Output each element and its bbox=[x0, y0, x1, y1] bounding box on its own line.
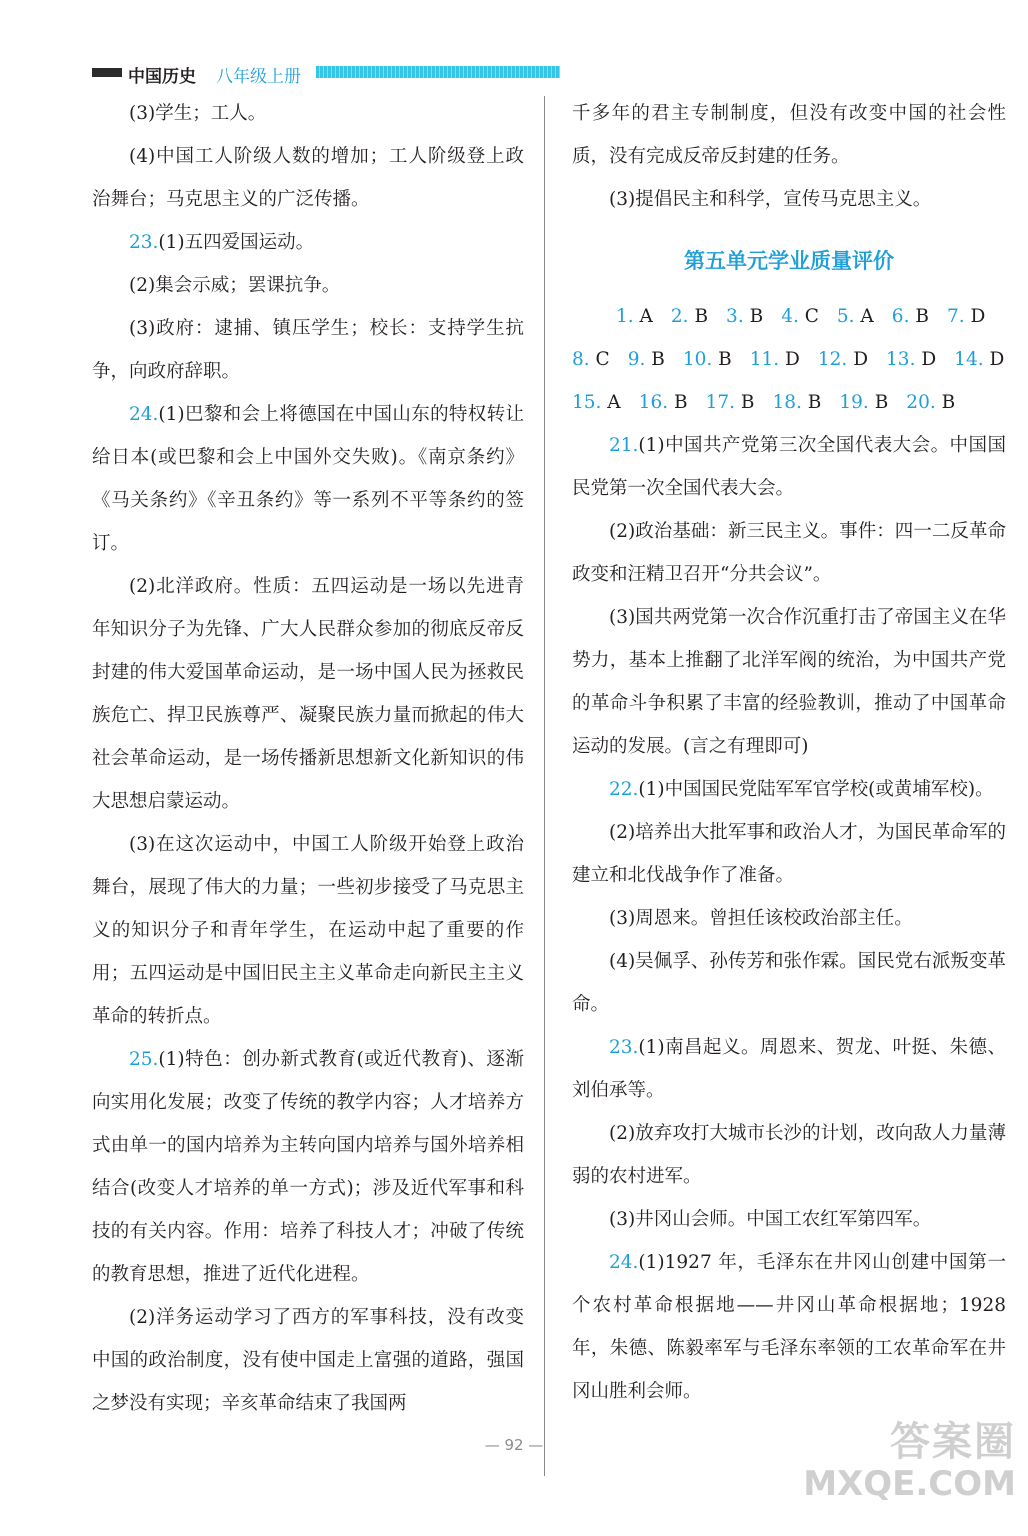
answer-text: (4)中国工人阶级人数的增加；工人阶级登上政治舞台；马克思主义的广泛传播。 bbox=[92, 146, 524, 210]
answer-text: (4)吴佩孚、孙传芳和张作霖。国民党右派叛变革命。 bbox=[572, 951, 1006, 1015]
question-number: 25. bbox=[129, 1049, 159, 1070]
mcq-choice: B bbox=[735, 392, 755, 413]
column-divider bbox=[544, 96, 545, 1476]
answer-paragraph bbox=[572, 424, 1006, 510]
mcq-answer bbox=[750, 338, 800, 381]
left-column bbox=[92, 92, 524, 1425]
header-bar-decoration bbox=[92, 68, 122, 77]
answer-text: (3)井冈山会师。中国工农红军第四军。 bbox=[609, 1209, 932, 1230]
answer-text: (2)北洋政府。性质：五四运动是一场以先进青年知识分子为先锋、广大人民群众参加的彻底反帝反封建的伟大爱国革命运动，是一场中国人民为拯救民族危亡、捍卫民族尊严、凝聚民族力量而掀起的伟大社会革命运动，是一场传播新思想新文化新知识的伟大思想启蒙运动。 bbox=[92, 576, 524, 812]
mcq-question-number: 15. bbox=[572, 392, 602, 413]
mcq-answer bbox=[837, 295, 874, 338]
mcq-question-number: 1. bbox=[616, 306, 634, 327]
question-number: 23. bbox=[129, 232, 159, 253]
right-column bbox=[572, 92, 1006, 1413]
question-number: 23. bbox=[609, 1037, 639, 1058]
mcq-choice: D bbox=[915, 349, 937, 370]
mcq-question-number: 2. bbox=[670, 306, 689, 327]
answer-text: 千多年的君主专制制度，但没有改变中国的社会性质，没有完成反帝反封建的任务。 bbox=[572, 103, 1006, 167]
mcq-choice: B bbox=[909, 306, 929, 327]
multiple-choice-answers bbox=[572, 295, 1006, 424]
header-grade: 八年级上册 bbox=[216, 67, 301, 87]
mcq-question-number: 12. bbox=[817, 349, 848, 370]
mcq-answer bbox=[628, 338, 665, 381]
mcq-question-number: 19. bbox=[839, 392, 869, 413]
answer-text: (1)1927 年，毛泽东在井冈山创建中国第一个农村革命根据地——井冈山革命根据地；1928 年，朱德、陈毅率军与毛泽东率领的工农革命军在井冈山胜利会师。 bbox=[572, 1252, 1006, 1402]
mcq-choice: D bbox=[779, 349, 800, 370]
mcq-answer bbox=[572, 381, 621, 424]
answer-paragraph bbox=[572, 768, 1006, 811]
mcq-question-number: 3. bbox=[726, 306, 744, 327]
mcq-answer bbox=[726, 295, 763, 338]
mcq-choice: B bbox=[688, 306, 709, 327]
mcq-question-number: 20. bbox=[906, 392, 936, 413]
answer-text: (3)周恩来。曾担任该校政治部主任。 bbox=[609, 908, 913, 929]
answer-paragraph bbox=[572, 811, 1006, 897]
question-number: 24. bbox=[129, 404, 159, 425]
mcq-choice: D bbox=[964, 306, 986, 327]
mcq-choice: B bbox=[801, 392, 822, 413]
answer-paragraph bbox=[572, 940, 1006, 1026]
mcq-answer bbox=[839, 381, 888, 424]
mcq-answer bbox=[954, 338, 1004, 381]
mcq-choice: A bbox=[854, 306, 874, 327]
mcq-choice: A bbox=[633, 306, 653, 327]
answer-paragraph bbox=[92, 565, 524, 823]
header-subject: 中国历史 bbox=[128, 67, 196, 87]
answer-paragraph bbox=[92, 264, 524, 307]
header-stripe-decoration bbox=[316, 66, 560, 78]
answer-paragraph bbox=[92, 1296, 524, 1425]
answer-paragraph bbox=[92, 135, 524, 221]
answer-text: (1)中国国民党陆军军官学校(或黄埔军校)。 bbox=[638, 779, 994, 800]
mcq-question-number: 10. bbox=[682, 349, 713, 370]
question-number: 21. bbox=[609, 435, 639, 456]
mcq-choice: D bbox=[847, 349, 869, 370]
mcq-question-number: 9. bbox=[627, 349, 646, 370]
answer-paragraph bbox=[572, 1026, 1006, 1112]
answer-paragraph bbox=[572, 1198, 1006, 1241]
mcq-choice: D bbox=[983, 349, 1005, 370]
mcq-choice: C bbox=[798, 306, 819, 327]
right-column-answers bbox=[572, 424, 1006, 1413]
answer-paragraph bbox=[92, 307, 524, 393]
mcq-row bbox=[572, 338, 1006, 381]
mcq-question-number: 18. bbox=[772, 392, 802, 413]
question-number: 22. bbox=[609, 779, 639, 800]
answer-text: (1)中国共产党第三次全国代表大会。中国国民党第一次全国代表大会。 bbox=[572, 435, 1006, 499]
answer-text: (1)五四爱国运动。 bbox=[158, 232, 315, 253]
answer-text: (2)放弃攻打大城市长沙的计划，改向敌人力量薄弱的农村进军。 bbox=[572, 1123, 1006, 1187]
mcq-choice: B bbox=[712, 349, 732, 370]
mcq-answer bbox=[892, 295, 929, 338]
page-header bbox=[92, 62, 472, 87]
watermark-logo bbox=[803, 1402, 1016, 1522]
answer-paragraph bbox=[572, 1241, 1006, 1413]
mcq-answer bbox=[772, 381, 821, 424]
answer-text: (1)巴黎和会上将德国在中国山东的特权转让给日本(或巴黎和会上中国外交失败)。《南京条约》《马关条约》《辛丑条约》等一系列不平等条约的签订。 bbox=[92, 404, 524, 554]
mcq-answer bbox=[616, 295, 653, 338]
mcq-answer bbox=[671, 295, 708, 338]
mcq-answer bbox=[886, 338, 936, 381]
answer-text: (3)学生；工人。 bbox=[129, 103, 267, 124]
answer-paragraph bbox=[92, 221, 524, 264]
mcq-choice: B bbox=[868, 392, 889, 413]
mcq-question-number: 8. bbox=[572, 349, 590, 370]
mcq-answer bbox=[683, 338, 732, 381]
mcq-answer bbox=[906, 381, 955, 424]
mcq-question-number: 14. bbox=[954, 349, 984, 370]
answer-text: (2)政治基础：新三民主义。事件：四一二反革命政变和汪精卫召开“分共会议”。 bbox=[572, 521, 1006, 585]
mcq-row bbox=[572, 295, 1006, 338]
mcq-choice: B bbox=[743, 306, 764, 327]
watermark-url: MXQE.COM bbox=[803, 1464, 1016, 1504]
answer-paragraph bbox=[572, 897, 1006, 940]
question-number: 24. bbox=[609, 1252, 639, 1273]
page-number: — 92 — bbox=[484, 1436, 544, 1454]
answer-text: (1)特色：创办新式教育(或近代教育)、逐渐向实用化发展；改变了传统的教学内容；人才培养方式由单一的国内培养为主转向国内培养与国外培养相结合(改变人才培养的单一方式)；涉及近代军事和科技的有关内容。作用：培养了科技人才；冲破了传统的教育思想，推进了近代化进程。 bbox=[92, 1049, 524, 1285]
answer-text: (2)培养出大批军事和政治人才，为国民革命军的建立和北伐战争作了准备。 bbox=[572, 822, 1006, 886]
answer-paragraph bbox=[92, 92, 524, 135]
mcq-choice: B bbox=[668, 392, 688, 413]
answer-text: (3)国共两党第一次合作沉重打击了帝国主义在华势力，基本上推翻了北洋军阀的统治，为中国共产党的革命斗争积累了丰富的经验教训，推动了中国革命运动的发展。(言之有理即可) bbox=[572, 607, 1006, 757]
mcq-question-number: 11. bbox=[749, 349, 780, 370]
mcq-question-number: 7. bbox=[946, 306, 965, 327]
mcq-choice: C bbox=[589, 349, 610, 370]
mcq-question-number: 5. bbox=[836, 306, 855, 327]
answer-paragraph bbox=[572, 1112, 1006, 1198]
answer-paragraph bbox=[572, 510, 1006, 596]
answer-text: (1)南昌起义。周恩来、贺龙、叶挺、朱德、刘伯承等。 bbox=[572, 1037, 1006, 1101]
mcq-answer bbox=[639, 381, 688, 424]
mcq-answer bbox=[572, 338, 610, 381]
answer-paragraph bbox=[92, 1038, 524, 1296]
mcq-choice: B bbox=[935, 392, 956, 413]
mcq-question-number: 6. bbox=[891, 306, 910, 327]
answer-text: (3)提倡民主和科学，宣传马克思主义。 bbox=[609, 189, 932, 210]
mcq-answer bbox=[947, 295, 985, 338]
answer-paragraph bbox=[92, 393, 524, 565]
mcq-question-number: 13. bbox=[886, 349, 916, 370]
mcq-choice: B bbox=[645, 349, 665, 370]
answer-paragraph bbox=[572, 92, 1006, 178]
section-title: 第五单元学业质量评价 bbox=[684, 249, 894, 273]
answer-text: (3)政府：逮捕、镇压学生；校长：支持学生抗争，向政府辞职。 bbox=[92, 318, 524, 382]
mcq-question-number: 16. bbox=[638, 392, 669, 413]
mcq-question-number: 17. bbox=[705, 392, 735, 413]
mcq-choice: A bbox=[601, 392, 621, 413]
answer-text: (2)集会示威；罢课抗争。 bbox=[129, 275, 341, 296]
right-column-top bbox=[572, 92, 1006, 221]
mcq-answer bbox=[781, 295, 819, 338]
answer-text: (2)洋务运动学习了西方的军事科技，没有改变中国的政治制度，没有使中国走上富强的道路，强国之梦没有实现；辛亥革命结束了我国两 bbox=[92, 1307, 524, 1414]
mcq-row bbox=[572, 381, 1006, 424]
answer-paragraph bbox=[92, 823, 524, 1038]
answer-paragraph bbox=[572, 178, 1006, 221]
answer-paragraph bbox=[572, 596, 1006, 768]
answer-text: (3)在这次运动中，中国工人阶级开始登上政治舞台，展现了伟大的力量；一些初步接受了马克思主义的知识分子和青年学生，在运动中起了重要的作用；五四运动是中国旧民主主义革命走向新民主主义革命的转折点。 bbox=[92, 834, 524, 1027]
mcq-answer bbox=[706, 381, 755, 424]
mcq-question-number: 4. bbox=[781, 306, 799, 327]
watermark-text: 答案圈 bbox=[890, 1419, 1016, 1465]
mcq-answer bbox=[818, 338, 868, 381]
